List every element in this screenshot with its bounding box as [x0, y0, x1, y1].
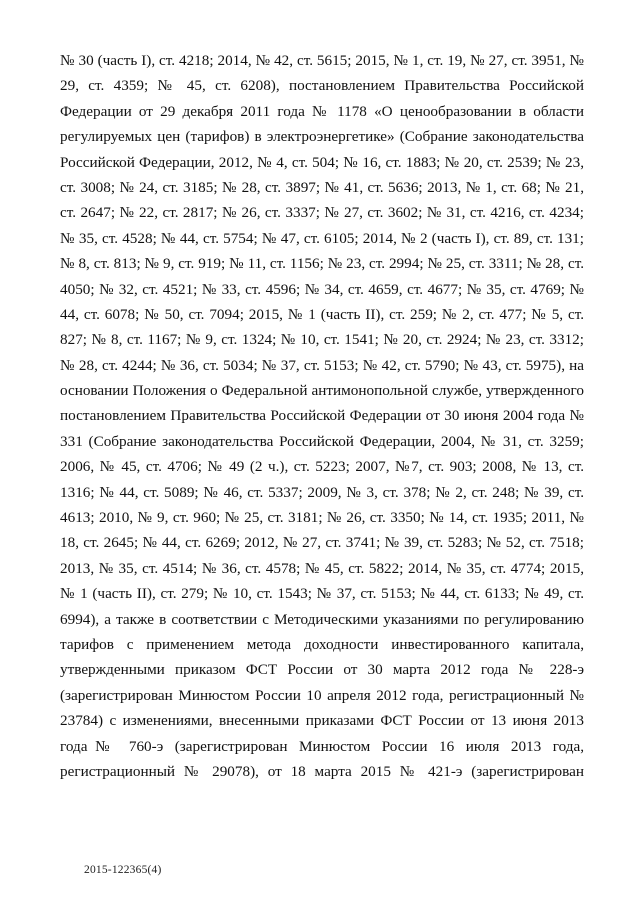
text-line-9: № 8, ст. 813; № 9, ст. 919; № 11, ст. 1156; № 23, ст. 2994; № 25, ст. 3311; № 28, ст.	[60, 255, 584, 273]
document-body	[60, 48, 584, 784]
text-line-7: ст. 2647; № 22, ст. 2817; № 26, ст. 3337; № 27, ст. 3602; № 31, ст. 4216, ст. 4234;	[60, 204, 584, 222]
text-line-29: регистрационный № 29078), от 18 марта 2015 № 421-э (зарегистрирован	[60, 762, 584, 780]
text-line-23: 6994), а также в соответствии с Методическими указаниями по регулированию	[60, 610, 584, 628]
text-line-10: 4050; № 32, ст. 4521; № 33, ст. 4596; № 34, ст. 4659, ст. 4677; № 35, ст. 4769; №	[60, 280, 584, 298]
text-line-3: Федерации от 29 декабря 2011 года № 1178 «О ценообразовании в области	[60, 102, 584, 120]
text-line-15: постановлением Правительства Российской Федерации от 30 июня 2004 года №	[60, 407, 584, 425]
text-line-22: № 1 (часть II), ст. 279; № 10, ст. 1543; № 37, ст. 5153; № 44, ст. 6133; № 49, ст.	[60, 585, 584, 603]
document-footer-code: 2015-122365(4)	[84, 864, 162, 876]
text-line-26: (зарегистрирован Минюстом России 10 апреля 2012 года, регистрационный №	[60, 686, 584, 704]
text-line-18: 1316; № 44, ст. 5089; № 46, ст. 5337; 2009, № 3, ст. 378; № 2, ст. 248; № 39, ст.	[60, 483, 584, 501]
text-line-1: № 30 (часть I), ст. 4218; 2014, № 42, ст. 5615; 2015, № 1, ст. 19, № 27, ст. 3951, №	[60, 52, 584, 69]
text-line-8: № 35, ст. 4528; № 44, ст. 5754; № 47, ст. 6105; 2014, № 2 (часть I), ст. 89, ст. 131;	[60, 229, 584, 247]
text-line-28: года№ 760-э (зарегистрирован Минюстом России 16 июля 2013 года,	[60, 737, 584, 755]
text-line-17: 2006, № 45, ст. 4706; № 49 (2 ч.), ст. 5223; 2007, №7, ст. 903; 2008, № 13, ст.	[60, 458, 584, 476]
text-line-6: ст. 3008; № 24, ст. 3185; № 28, ст. 3897; № 41, ст. 5636; 2013, № 1, ст. 68; № 21,	[60, 178, 584, 196]
text-line-12: 827; № 8, ст. 1167; № 9, ст. 1324; № 10, ст. 1541; № 20, ст. 2924; № 23, ст. 3312;	[60, 331, 584, 349]
text-line-14: основании Положения о Федеральной антимонопольной службе, утвержденного	[60, 382, 584, 400]
text-line-11: 44, ст. 6078; № 50, ст. 7094; 2015, № 1 (часть II), ст. 259; № 2, ст. 477; № 5, ст.	[60, 305, 584, 323]
text-line-20: 18, ст. 2645; № 44, ст. 6269; 2012, № 27, ст. 3741; № 39, ст. 5283; № 52, ст. 7518;	[60, 534, 584, 552]
text-line-13: № 28, ст. 4244; № 36, ст. 5034; № 37, ст. 5153; № 42, ст. 5790; № 43, ст. 5975), на	[60, 356, 584, 374]
text-line-2: 29, ст. 4359; № 45, ст. 6208), постановлением Правительства Российской	[60, 77, 584, 95]
text-line-21: 2013, № 35, ст. 4514; № 36, ст. 4578; № 45, ст. 5822; 2014, № 35, ст. 4774; 2015,	[60, 559, 584, 577]
text-line-24: тарифов с применением метода доходности инвестированного капитала,	[60, 635, 584, 653]
text-line-25: утвержденными приказом ФСТ России от 30 марта 2012 года № 228-э	[60, 661, 584, 679]
text-line-27: 23784) с изменениями, внесенными приказами ФСТ России от 13 июня 2013	[60, 712, 584, 730]
text-line-5: Российской Федерации, 2012, № 4, ст. 504; № 16, ст. 1883; № 20, ст. 2539; № 23,	[60, 153, 584, 171]
text-line-19: 4613; 2010, № 9, ст. 960; № 25, ст. 3181; № 26, ст. 3350; № 14, ст. 1935; 2011, №	[60, 509, 584, 527]
text-line-16: 331 (Собрание законодательства Российской Федерации, 2004, № 31, ст. 3259;	[60, 432, 584, 450]
text-line-4: регулируемых цен (тарифов) в электроэнергетике» (Собрание законодательства	[60, 128, 584, 146]
